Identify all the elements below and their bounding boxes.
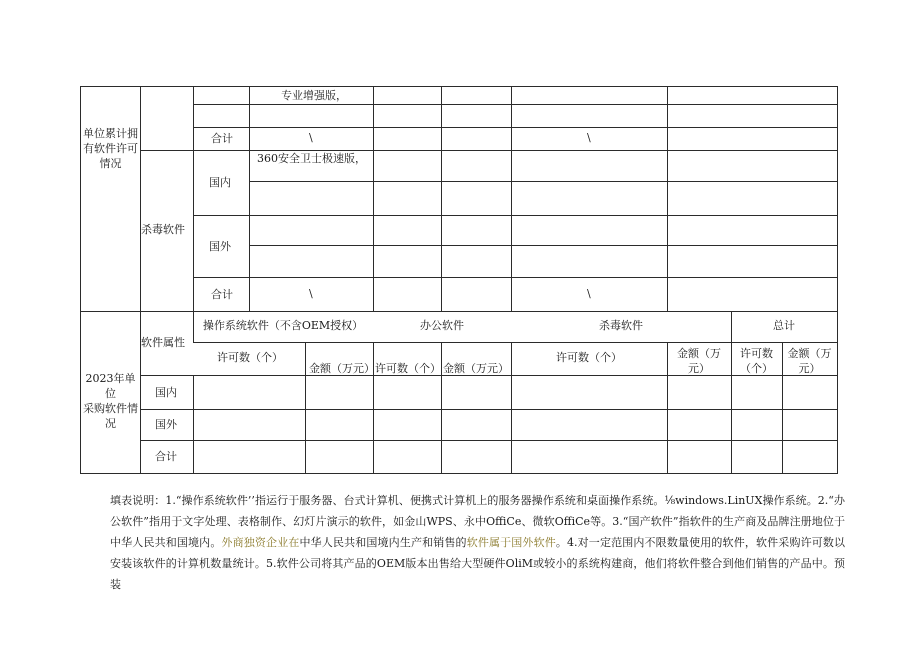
section2-label-line: 采购软件情: [83, 402, 138, 415]
subheader-office-amount: 金额（万元）: [443, 362, 509, 375]
subheader-total-count: [731, 346, 782, 376]
row-total-label: 合计: [155, 450, 177, 463]
subheader-total-count-line: 许可数: [740, 347, 773, 360]
subheader-total-count-line: （个）: [740, 362, 773, 375]
note-highlight: 外商独资企业在: [221, 536, 300, 549]
section2-label-line: 2023年单位: [85, 372, 136, 400]
antivirus-product-cell: 360安全卫士极速版，: [257, 152, 366, 165]
note-text: 中华人民共和国境内生产和销售的: [299, 536, 467, 549]
not-applicable-mark: \: [309, 287, 313, 300]
note-highlight: 软件属于国外软件: [466, 536, 556, 549]
section1-label: [81, 126, 140, 171]
subheader-total-amount-line: 元）: [798, 362, 821, 375]
subheader-total-amount-line: 金额（万: [787, 347, 832, 360]
row-foreign-label: 国外: [155, 418, 177, 431]
domestic-label: 国内: [209, 176, 231, 189]
section2-label-line: 况: [105, 417, 116, 430]
pro-edition-cell: 专业增强版，: [281, 89, 347, 102]
subheader-av-count: 许可数（个）: [556, 351, 622, 364]
header-total: 总计: [773, 319, 795, 332]
subheader-os-amount: 金额（万元）: [309, 362, 375, 375]
not-applicable-mark: \: [309, 131, 313, 144]
section1-label-line: 情况: [99, 157, 122, 170]
not-applicable-mark: \: [587, 287, 591, 300]
not-applicable-mark: \: [587, 131, 591, 144]
subheader-av-amount-line: 元）: [688, 362, 710, 375]
subheader-av-amount: [667, 346, 731, 376]
header-os: 操作系统软件（不含OEM授权）: [202, 319, 364, 332]
section2-label: [81, 371, 140, 431]
total-label-2: 合计: [211, 288, 233, 301]
row-domestic-label: 国内: [155, 386, 177, 399]
antivirus-category-label: 杀毒软件: [141, 223, 185, 236]
section1-label-line: 有软件许可: [83, 142, 138, 155]
fill-instructions: [110, 490, 845, 595]
section1-label-line: 单位累计拥: [83, 127, 138, 140]
foreign-label: 国外: [209, 240, 231, 253]
header-office: 办公软件: [420, 319, 464, 332]
header-antivirus: 杀毒软件: [599, 319, 643, 332]
note-text: 。4.对一定范围内不限数量使用的软件，软件采购许可数以安装该软件的计算机数量统计。5.软件公司将其产品的OEM版本出售给大型硬件OliM或较小的系统构建商，他们将软件整合到他们销售的产品中。预装: [110, 536, 846, 591]
note-text: 填表说明：1.“操作系统软件’’指运行于服务器、台式计算机、便携式计算机上的服务器操作系统和桌面操作系统。⅛windows.LinUX操作系统。2.“办公软件”指用于文字处理、表格制作、幻灯片演示的软件，如金山WPS、永中OffiCe、微软OffiCe等。3.“国产软件”指软件的生产商及品牌注册地位于中华人民共和国境内。: [110, 494, 845, 549]
subheader-os-count: 许可数（个）: [217, 351, 283, 364]
software-attribute-label: 软件属性: [141, 336, 185, 349]
subheader-office-count: 许可数（个）: [375, 362, 441, 375]
total-label-1: 合计: [211, 132, 233, 145]
subheader-av-amount-line: 金额（万: [677, 347, 721, 360]
subheader-total-amount: [782, 346, 837, 376]
